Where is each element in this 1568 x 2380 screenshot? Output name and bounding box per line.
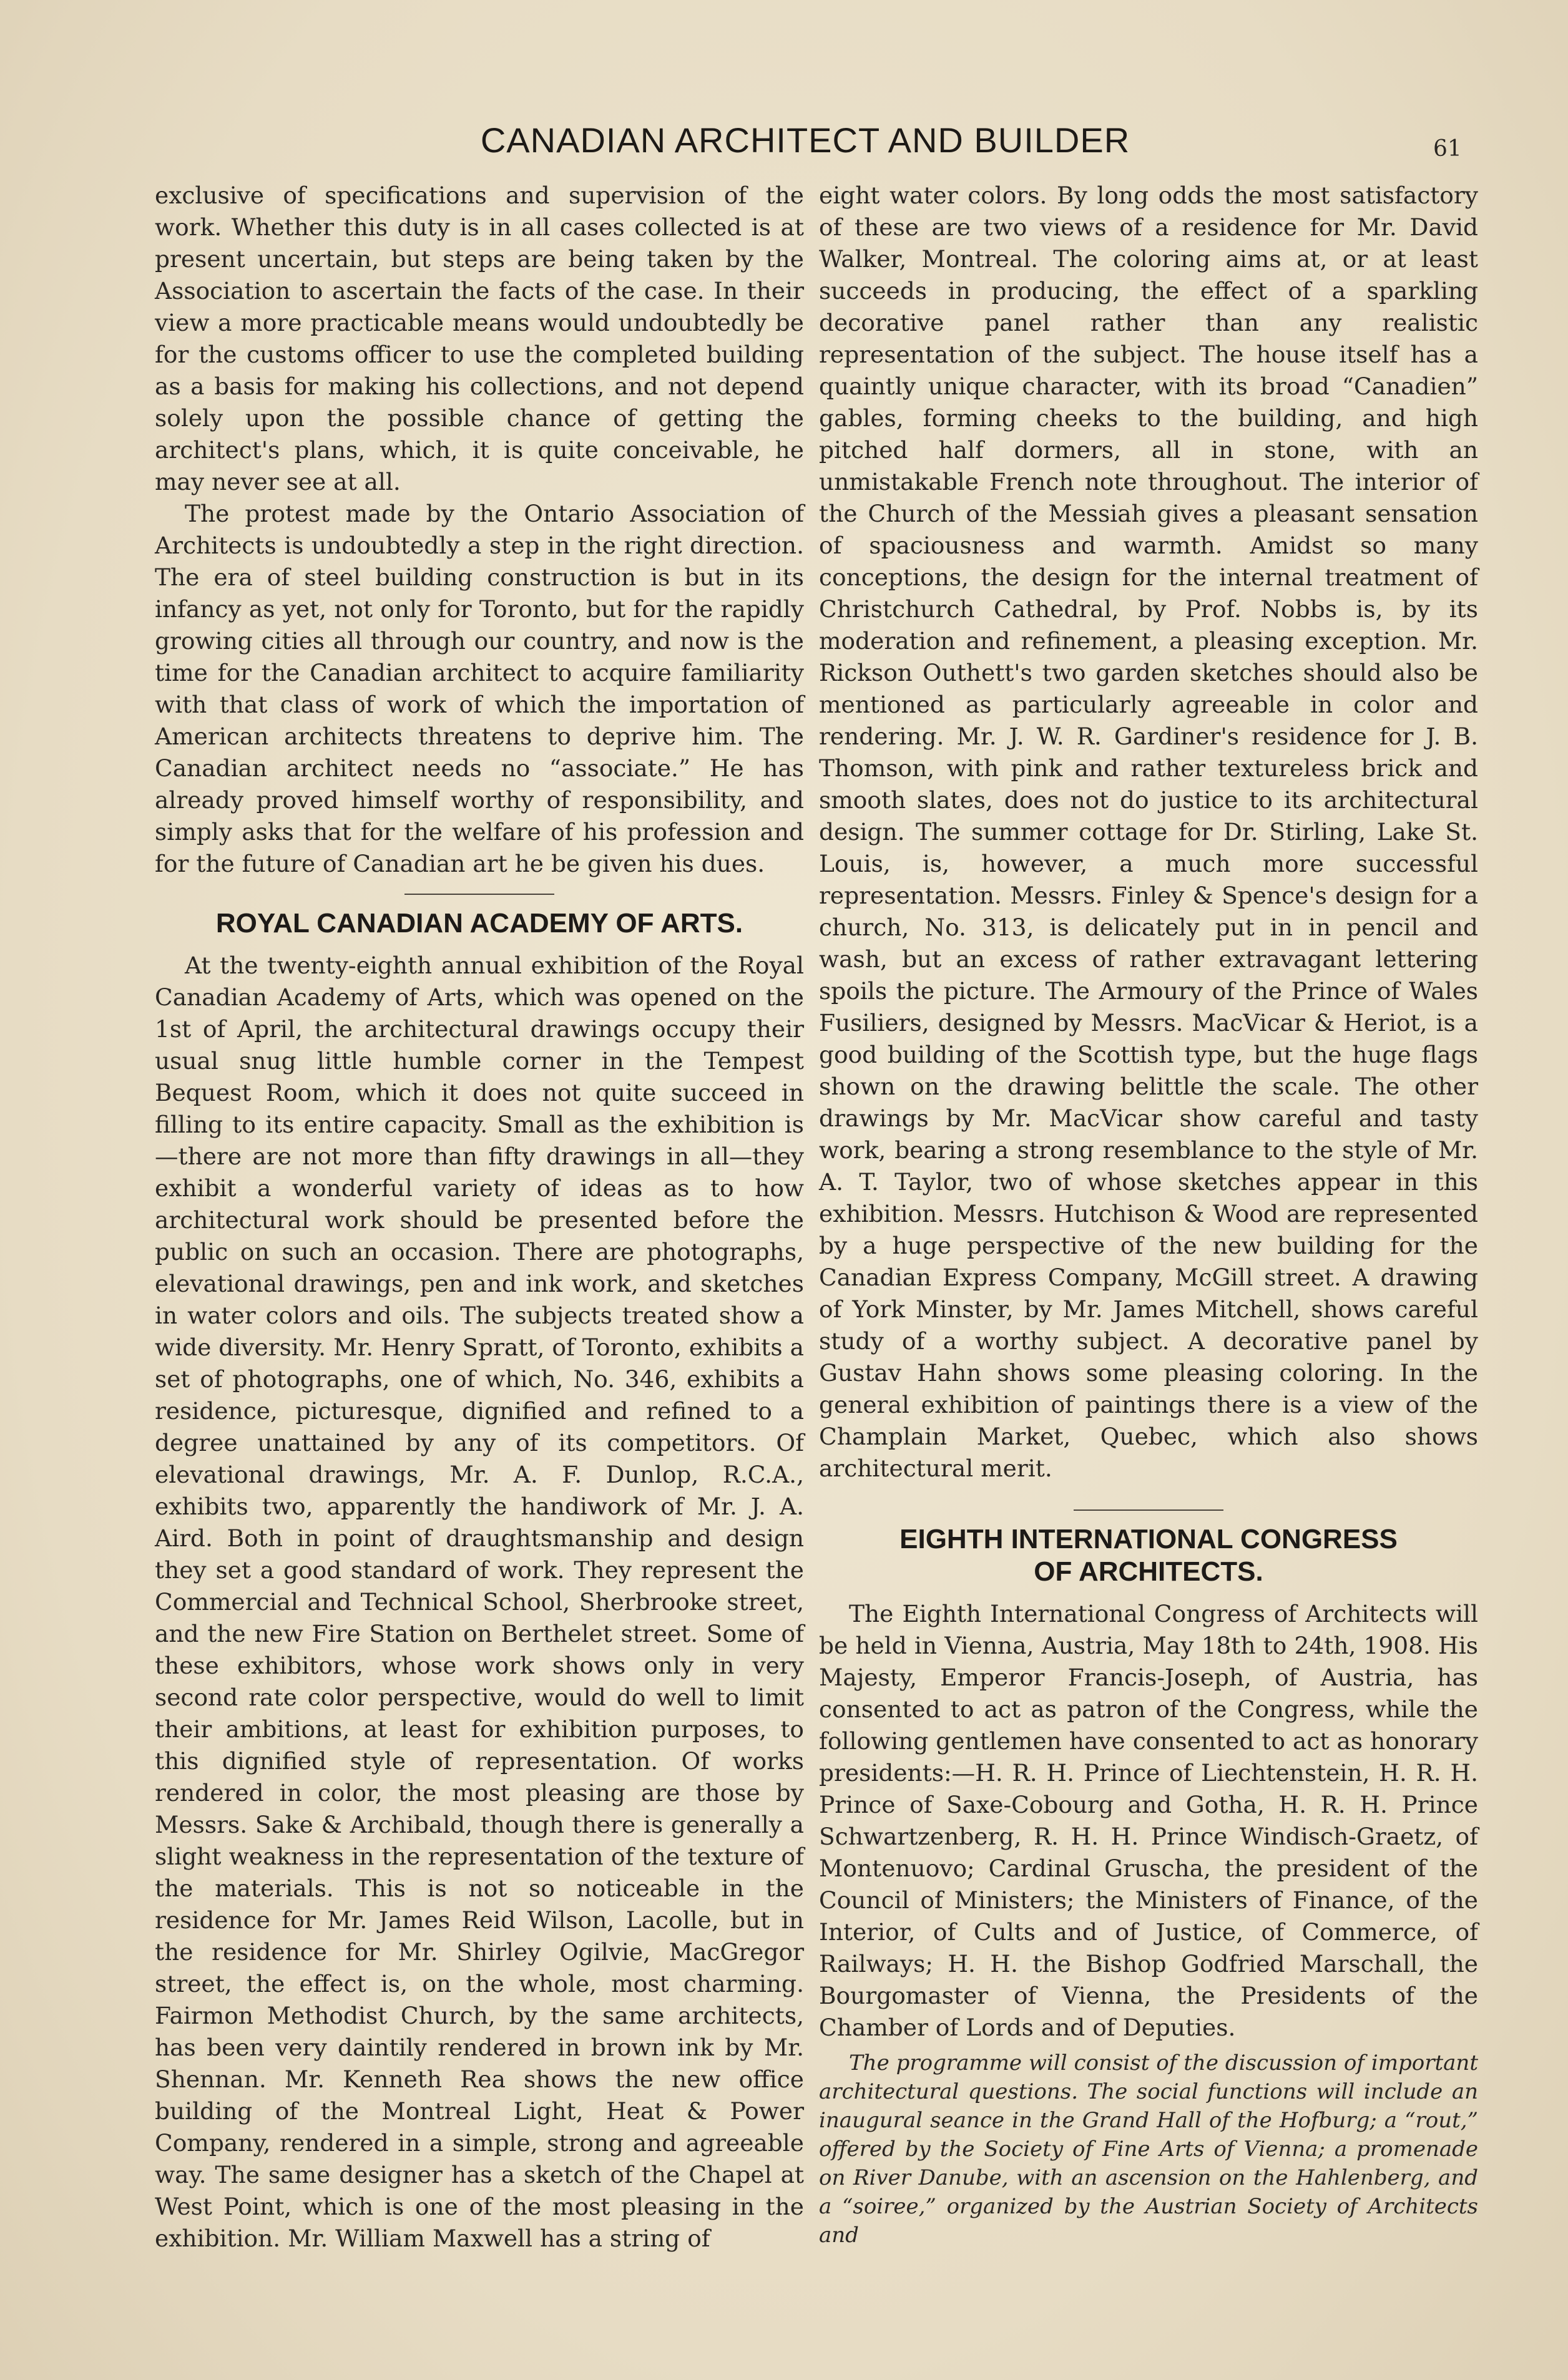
paragraph-academy-exhibition: At the twenty-eighth annual exhibition of the Royal Canadian Academy of Arts, which was opened on the 1st of April, the architectural drawings occupy their usual snug little humble corner in the Tempest Bequest Room, which it does not quite succeed in filling to its entire capacity. Small as the exhibition is—there are not more than fifty drawings in all—they exhibit a wonderful variety of ideas as to how architectural work should be presented before the public on such an occasion. There are photographs, elevational drawings, pen and ink work, and sketches in water colors and oils. The subjects treated show a wide diversity. Mr. Henry Spratt, of Toronto, exhibits a set of photographs, one of which, No. 346, exhibits a residence, picturesque, dignified and refined to a degree unattained by any of its competitors. Of elevational drawings, Mr. A. F. Dunlop, R.C.A., exhibits two, apparently the handiwork of Mr. J. A. Aird. Both in point of draughtsmanship and design they set a good standard of work. They represent the Commercial and Technical School, Sherbrooke street, and the new Fire Station on Berthelet street. Some of these exhibitors, whose work shows only in very second rate color perspective, would do well to limit their ambitions, at least for exhibition purposes, to this dignified style of representation. Of works rendered in color, the most pleasing are those by Messrs. Sake & Archibald, though there is generally a slight weakness in the representation of the texture of the materials. This is not so noticeable in the residence for Mr. James Reid Wilson, Lacolle, but in the residence for Mr. Shirley Ogilvie, MacGregor street, the effect is, on the whole, most charming. Fairmon Methodist Church, by the same architects, has been very daintily rendered in brown ink by Mr. Shennan. Mr. Kenneth Rea shows the new office building of the Montreal Light, Heat & Power Company, rendered in a simple, strong and agreeable way. The same designer has a sketch of the Chapel at West Point, which is one of the most pleasing in the exhibition. Mr. William Maxwell has a string of — [155, 952, 804, 2252]
section-divider — [404, 894, 554, 895]
right-column — [819, 180, 1478, 2250]
page-number: 61 — [1433, 136, 1462, 162]
paragraph-academy-continuation: eight water colors. By long odds the most satisfactory of these are two views of a residence for Mr. David Walker, Montreal. The coloring aims at, or at least succeeds in producing, the effect of a sparkling decorative panel rather than any realistic representation of the subject. The house itself has a quaintly unique character, with its broad “Canadien” gables, forming cheeks to the building, and high pitched half dormers, all in stone, with an unmistakable French note throughout. The interior of the Church of the Messiah gives a pleasant sensation of spaciousness and warmth. Amidst so many conceptions, the design for the internal treatment of Christchurch Cathedral, by Prof. Nobbs is, by its moderation and refinement, a pleasing exception. Mr. Rickson Outhett's two garden sketches should also be mentioned as particularly agreeable in color and rendering. Mr. J. W. R. Gardiner's residence for J. B. Thomson, with pink and rather textureless brick and smooth slates, does not do justice to its architectural design. The summer cottage for Dr. Stirling, Lake St. Louis, is, however, a much more successful representation. Messrs. Finley & Spence's design for a church, No. 313, is delicately put in in pencil and wash, but an excess of rather extravagant lettering spoils the picture. The Armoury of the Prince of Wales Fusiliers, designed by Messrs. MacVicar & Heriot, is a good building of the Scottish type, but the huge flags shown on the drawing belittle the scale. The other drawings by Mr. MacVicar show careful and tasty work, bearing a strong resemblance to the style of Mr. A. T. Taylor, two of whose sketches appear in this exhibition. Messrs. Hutchison & Wood are represented by a huge perspective of the new building for the Canadian Express Company, McGill street. A drawing of York Minster, by Mr. James Mitchell, shows careful study of a worthy subject. A decorative panel by Gustav Hahn shows some pleasing coloring. In the general exhibition of paintings there is a view of the Champlain Market, Quebec, which also shows architectural merit. — [819, 182, 1478, 1482]
heading-line-2: OF ARCHITECTS. — [1034, 1556, 1263, 1587]
paragraph-ontario-protest: The protest made by the Ontario Association of Architects is undoubtedly a step in the right direction. The era of steel building construction is but in its infancy as yet, not only for Toronto, but for the rapidly growing cities all through our country, and now is the time for the Canadian architect to acquire familiarity with that class of work of which the importation of American architects threatens to deprive him. The Canadian architect needs no “associate.” He has already proved himself worthy of responsibility, and simply asks that for the welfare of his profession and for the future of Canadian art he be given his dues. — [155, 500, 804, 877]
paragraph-congress-programme: The programme will consist of the discussion of important architectural questions. The social functions will include an inaugural seance in the Grand Hall of the Hofburg; a “rout,” offered by the Society of Fine Arts of Vienna; a promenade on River Danube, with an ascension on the Hahlenberg, and a “soiree,” organized by the Austrian Society of Architects and — [819, 2051, 1478, 2248]
section-heading-royal-academy: ROYAL CANADIAN ACADEMY OF ARTS. — [215, 908, 743, 939]
paragraph-customs-continuation: exclusive of specifications and supervision of the work. Whether this duty is in all cases collected is at present uncertain, but steps are being taken by the Association to ascertain the facts of the case. In their view a more practicable means would undoubtedly be for the customs officer to use the completed building as a basis for making his collections, and not depend solely upon the possible chance of getting the architect's plans, which, it is quite conceivable, he may never see at all. — [155, 182, 804, 495]
programme-block — [819, 2049, 1478, 2250]
section-heading-congress — [819, 1523, 1478, 1588]
heading-line-1: EIGHTH INTERNATIONAL CONGRESS — [899, 1524, 1398, 1554]
left-column — [155, 180, 804, 2255]
journal-title: CANADIAN ARCHITECT AND BUILDER — [480, 120, 1130, 160]
section-divider — [1074, 1509, 1223, 1511]
paragraph-congress-announcement: The Eighth International Congress of Architects will be held in Vienna, Austria, May 18th to 24th, 1908. His Majesty, Emperor Francis-Joseph, of Austria, has consented to act as patron of the Congress, while the following gentlemen have consented to act as honorary presidents:—H. R. H. Prince of Liechtenstein, H. R. H. Prince of Saxe-Cobourg and Gotha, H. R. H. Prince Schwartzenberg, R. H. H. Prince Windisch-Graetz, of Montenuovo; Cardinal Gruscha, the president of the Council of Ministers; the Ministers of Finance, of the Interior, of Cults and of Justice, of Commerce, of Railways; H. H. the Bishop Godfried Marschall, the Bourgomaster of Vienna, the Presidents of the Chamber of Lords and of Deputies. — [819, 1600, 1478, 2041]
